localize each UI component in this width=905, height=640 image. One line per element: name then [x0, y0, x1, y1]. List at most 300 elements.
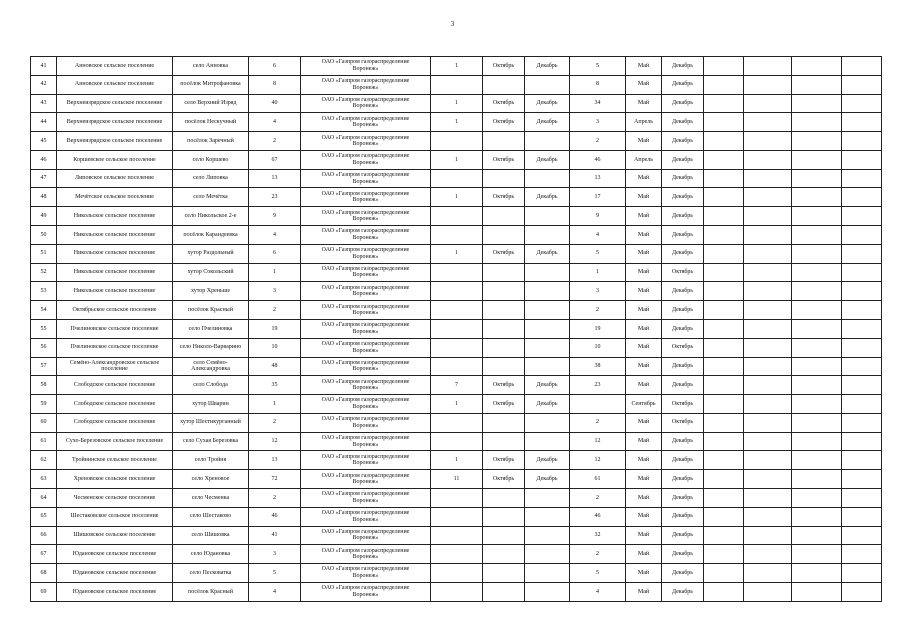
quantity-cell [431, 263, 483, 282]
end-month-cell [525, 432, 570, 451]
count-cell: 4 [249, 113, 301, 132]
end-month-cell: Декабрь [525, 470, 570, 489]
remaining-count-cell: 5 [570, 564, 626, 583]
second-end-month-cell: Декабрь [662, 94, 704, 113]
quantity-cell [431, 488, 483, 507]
second-start-month-cell: Май [626, 413, 662, 432]
empty-cell [744, 301, 792, 320]
quantity-cell [431, 432, 483, 451]
second-start-month-cell: Май [626, 526, 662, 545]
locality-cell: село Верхний Изряд [173, 94, 249, 113]
start-month-cell [483, 319, 525, 338]
empty-cell [704, 188, 744, 207]
quantity-cell: 1 [431, 57, 483, 76]
settlement-cell: Шишовское сельское поселение [57, 526, 173, 545]
end-month-cell [525, 75, 570, 94]
second-start-month-cell: Май [626, 507, 662, 526]
end-month-cell: Декабрь [525, 113, 570, 132]
empty-cell [792, 564, 842, 583]
empty-cell [744, 188, 792, 207]
empty-cell [842, 94, 882, 113]
locality-cell: село Пчелиновка [173, 319, 249, 338]
end-month-cell [525, 132, 570, 151]
organization-line: Воронеж» [352, 328, 379, 335]
start-month-cell [483, 263, 525, 282]
empty-cell [792, 376, 842, 395]
second-start-month-cell: Май [626, 226, 662, 245]
organization-line: ОАО «Газпром газораспределение [321, 172, 410, 179]
empty-cell [744, 113, 792, 132]
organization-line: Воронеж» [352, 554, 379, 561]
organization-line: ОАО «Газпром газораспределение [321, 341, 410, 348]
table-row [31, 301, 882, 320]
settlement-cell: Шестаковское сельское поселение [57, 507, 173, 526]
start-month-cell [483, 526, 525, 545]
empty-cell [792, 207, 842, 226]
second-end-month-cell: Декабрь [662, 507, 704, 526]
table-row [31, 113, 882, 132]
row-number-cell: 55 [31, 319, 57, 338]
locality-cell: село Чесменка [173, 488, 249, 507]
second-start-month-cell: Сентябрь [626, 395, 662, 414]
empty-cell [704, 488, 744, 507]
second-end-month-cell: Декабрь [662, 319, 704, 338]
remaining-count-cell: 2 [570, 545, 626, 564]
second-start-month-cell: Май [626, 376, 662, 395]
settlement-cell: Юдановское сельское поселение [57, 582, 173, 601]
second-start-month-cell: Май [626, 582, 662, 601]
organization-line: Воронеж» [352, 572, 379, 579]
empty-cell [842, 507, 882, 526]
empty-cell [792, 169, 842, 188]
empty-cell [842, 263, 882, 282]
locality-cell: село Сухая Березовка [173, 432, 249, 451]
empty-cell [704, 545, 744, 564]
table-row [31, 432, 882, 451]
organization-line: Воронеж» [352, 103, 379, 110]
count-cell: 46 [249, 507, 301, 526]
row-number-cell: 47 [31, 169, 57, 188]
organization-line: ОАО «Газпром газораспределение [321, 510, 410, 517]
end-month-cell [525, 545, 570, 564]
count-cell: 23 [249, 188, 301, 207]
organization-line: ОАО «Газпром газораспределение [321, 228, 410, 235]
count-cell: 67 [249, 150, 301, 169]
remaining-count-cell: 46 [570, 507, 626, 526]
second-start-month-cell: Май [626, 282, 662, 301]
second-start-month-cell: Май [626, 301, 662, 320]
start-month-cell: Октябрь [483, 244, 525, 263]
empty-cell [704, 244, 744, 263]
empty-cell [792, 526, 842, 545]
locality-cell: село Мечётка [173, 188, 249, 207]
second-start-month-cell: Май [626, 545, 662, 564]
empty-cell [704, 207, 744, 226]
empty-cell [744, 357, 792, 376]
second-end-month-cell: Декабрь [662, 57, 704, 76]
empty-cell [744, 75, 792, 94]
second-end-month-cell: Декабрь [662, 132, 704, 151]
organization-line: Воронеж» [352, 84, 379, 91]
second-start-month-cell: Май [626, 75, 662, 94]
remaining-count-cell: 38 [570, 357, 626, 376]
quantity-cell: 11 [431, 470, 483, 489]
end-month-cell: Декабрь [525, 244, 570, 263]
empty-cell [744, 432, 792, 451]
organization-line: Воронеж» [352, 310, 379, 317]
table-row [31, 582, 882, 601]
settlement-cell: Никольское сельское поселение [57, 282, 173, 301]
empty-cell [744, 226, 792, 245]
organization-line: Воронеж» [352, 347, 379, 354]
table-row [31, 57, 882, 76]
second-end-month-cell: Декабрь [662, 582, 704, 601]
count-cell: 4 [249, 582, 301, 601]
empty-cell [744, 470, 792, 489]
end-month-cell [525, 338, 570, 357]
count-cell: 6 [249, 244, 301, 263]
locality-cell: село Хреновое [173, 470, 249, 489]
empty-cell [842, 301, 882, 320]
end-month-cell [525, 526, 570, 545]
quantity-cell: 1 [431, 188, 483, 207]
organization-cell [301, 282, 431, 301]
remaining-count-cell: 12 [570, 432, 626, 451]
organization-cell [301, 94, 431, 113]
empty-cell [704, 432, 744, 451]
locality-cell: посёлок Красный [173, 582, 249, 601]
count-cell: 2 [249, 488, 301, 507]
organization-line: ОАО «Газпром газораспределение [321, 115, 410, 122]
second-start-month-cell: Май [626, 263, 662, 282]
empty-cell [792, 319, 842, 338]
start-month-cell [483, 357, 525, 376]
count-cell: 3 [249, 545, 301, 564]
quantity-cell [431, 301, 483, 320]
quantity-cell: 1 [431, 94, 483, 113]
organization-cell [301, 526, 431, 545]
row-number-cell: 65 [31, 507, 57, 526]
empty-cell [842, 226, 882, 245]
row-number-cell: 44 [31, 113, 57, 132]
empty-cell [842, 113, 882, 132]
settlement-cell: Липовское сельское поселение [57, 169, 173, 188]
empty-cell [842, 451, 882, 470]
organization-line: Воронеж» [352, 591, 379, 598]
organization-line: ОАО «Газпром газораспределение [321, 378, 410, 385]
row-number-cell: 68 [31, 564, 57, 583]
row-number-cell: 69 [31, 582, 57, 601]
empty-cell [704, 319, 744, 338]
remaining-count-cell: 4 [570, 582, 626, 601]
second-end-month-cell: Декабрь [662, 432, 704, 451]
start-month-cell: Октябрь [483, 376, 525, 395]
empty-cell [842, 188, 882, 207]
quantity-cell: 1 [431, 395, 483, 414]
locality-cell: село Тройня [173, 451, 249, 470]
quantity-cell [431, 132, 483, 151]
locality-cell: село Песковатка [173, 564, 249, 583]
empty-cell [842, 526, 882, 545]
settlement-cell: Семёно-Александровское сельское поселение [57, 357, 173, 376]
remaining-count-cell: 34 [570, 94, 626, 113]
organization-line: ОАО «Газпром газораспределение [321, 416, 410, 423]
row-number-cell: 63 [31, 470, 57, 489]
locality-cell: хутор Сокольский [173, 263, 249, 282]
empty-cell [704, 57, 744, 76]
settlement-cell: Никольское сельское поселение [57, 207, 173, 226]
quantity-cell: 1 [431, 150, 483, 169]
end-month-cell [525, 282, 570, 301]
empty-cell [744, 244, 792, 263]
empty-cell [792, 244, 842, 263]
settlement-cell: Коршевское сельское поселение [57, 150, 173, 169]
quantity-cell [431, 207, 483, 226]
organization-cell [301, 432, 431, 451]
empty-cell [704, 338, 744, 357]
second-end-month-cell: Декабрь [662, 488, 704, 507]
quantity-cell [431, 507, 483, 526]
organization-cell [301, 113, 431, 132]
empty-cell [792, 507, 842, 526]
end-month-cell [525, 226, 570, 245]
empty-cell [704, 282, 744, 301]
second-start-month-cell: Май [626, 57, 662, 76]
end-month-cell: Декабрь [525, 57, 570, 76]
settlement-cell: Хреновское сельское поселение [57, 470, 173, 489]
empty-cell [704, 564, 744, 583]
row-number-cell: 57 [31, 357, 57, 376]
organization-line: ОАО «Газпром газораспределение [321, 153, 410, 160]
page-number: 3 [450, 20, 455, 28]
end-month-cell [525, 169, 570, 188]
settlement-cell: Юдановское сельское поселение [57, 545, 173, 564]
locality-cell: посёлок Митрофановка [173, 75, 249, 94]
start-month-cell: Октябрь [483, 395, 525, 414]
organization-line: Воронеж» [352, 497, 379, 504]
quantity-cell [431, 357, 483, 376]
organization-line: ОАО «Газпром газораспределение [321, 78, 410, 85]
settlement-cell: Пчелиновское сельское поселение [57, 338, 173, 357]
start-month-cell [483, 488, 525, 507]
organization-line: ОАО «Газпром газораспределение [321, 190, 410, 197]
row-number-cell: 54 [31, 301, 57, 320]
organization-line: Воронеж» [352, 122, 379, 129]
second-end-month-cell: Октябрь [662, 395, 704, 414]
organization-cell [301, 413, 431, 432]
empty-cell [792, 57, 842, 76]
start-month-cell [483, 75, 525, 94]
settlement-cell: Никольское сельское поселение [57, 263, 173, 282]
remaining-count-cell: 5 [570, 244, 626, 263]
organization-cell [301, 226, 431, 245]
empty-cell [792, 488, 842, 507]
table-row [31, 263, 882, 282]
settlement-cell: Тройнинское сельское поселение [57, 451, 173, 470]
empty-cell [744, 282, 792, 301]
table-row [31, 376, 882, 395]
table-row [31, 169, 882, 188]
start-month-cell [483, 338, 525, 357]
organization-line: Воронеж» [352, 479, 379, 486]
settlement-cell: Верхнеизрядское сельское поселение [57, 94, 173, 113]
empty-cell [704, 169, 744, 188]
settlement-cell: Никольское сельское поселение [57, 244, 173, 263]
settlement-cell: Пчелиновское сельское поселение [57, 319, 173, 338]
remaining-count-cell: 19 [570, 319, 626, 338]
second-end-month-cell: Декабрь [662, 526, 704, 545]
table-row [31, 357, 882, 376]
locality-cell: село Шестаково [173, 507, 249, 526]
table-row [31, 526, 882, 545]
organization-line: Воронеж» [352, 366, 379, 373]
table-row [31, 188, 882, 207]
empty-cell [704, 94, 744, 113]
organization-line: ОАО «Газпром газораспределение [321, 59, 410, 66]
quantity-cell [431, 169, 483, 188]
empty-cell [842, 395, 882, 414]
empty-cell [792, 226, 842, 245]
second-end-month-cell: Декабрь [662, 226, 704, 245]
empty-cell [744, 132, 792, 151]
organization-cell [301, 395, 431, 414]
empty-cell [842, 376, 882, 395]
row-number-cell: 45 [31, 132, 57, 151]
organization-cell [301, 488, 431, 507]
second-end-month-cell: Октябрь [662, 338, 704, 357]
settlement-cell: Сухо-Березовское сельское поселение [57, 432, 173, 451]
organization-cell [301, 582, 431, 601]
empty-cell [704, 150, 744, 169]
empty-cell [704, 582, 744, 601]
empty-cell [744, 169, 792, 188]
empty-cell [842, 564, 882, 583]
empty-cell [704, 357, 744, 376]
second-end-month-cell: Декабрь [662, 188, 704, 207]
organization-line: Воронеж» [352, 253, 379, 260]
organization-line: Воронеж» [352, 460, 379, 467]
end-month-cell [525, 263, 570, 282]
empty-cell [744, 150, 792, 169]
empty-cell [792, 582, 842, 601]
empty-cell [792, 395, 842, 414]
empty-cell [744, 338, 792, 357]
empty-cell [842, 132, 882, 151]
row-number-cell: 60 [31, 413, 57, 432]
organization-line: Воронеж» [352, 385, 379, 392]
start-month-cell: Октябрь [483, 150, 525, 169]
table-row [31, 150, 882, 169]
row-number-cell: 61 [31, 432, 57, 451]
settlement-cell: Слободское сельское поселение [57, 395, 173, 414]
empty-cell [842, 338, 882, 357]
second-end-month-cell: Октябрь [662, 413, 704, 432]
remaining-count-cell: 3 [570, 282, 626, 301]
quantity-cell [431, 582, 483, 601]
settlement-cell: Мечётское сельское поселение [57, 188, 173, 207]
second-start-month-cell: Май [626, 470, 662, 489]
table-row [31, 282, 882, 301]
empty-cell [704, 75, 744, 94]
empty-cell [792, 545, 842, 564]
remaining-count-cell: 3 [570, 113, 626, 132]
organization-line: Воронеж» [352, 422, 379, 429]
organization-line: Воронеж» [352, 234, 379, 241]
locality-cell: село Юдановка [173, 545, 249, 564]
locality-cell: хутор Раздольный [173, 244, 249, 263]
row-number-cell: 66 [31, 526, 57, 545]
count-cell: 2 [249, 413, 301, 432]
organization-line: ОАО «Газпром газораспределение [321, 134, 410, 141]
table-row [31, 132, 882, 151]
count-cell: 6 [249, 57, 301, 76]
end-month-cell [525, 582, 570, 601]
organization-cell [301, 376, 431, 395]
locality-cell: село Слобода [173, 376, 249, 395]
table-row [31, 319, 882, 338]
second-start-month-cell: Май [626, 207, 662, 226]
empty-cell [792, 150, 842, 169]
second-end-month-cell: Декабрь [662, 169, 704, 188]
count-cell: 1 [249, 263, 301, 282]
start-month-cell: Октябрь [483, 94, 525, 113]
quantity-cell: 1 [431, 451, 483, 470]
start-month-cell: Октябрь [483, 451, 525, 470]
quantity-cell [431, 564, 483, 583]
start-month-cell [483, 564, 525, 583]
start-month-cell [483, 582, 525, 601]
table-row [31, 338, 882, 357]
empty-cell [744, 545, 792, 564]
second-start-month-cell: Апрель [626, 113, 662, 132]
second-start-month-cell: Май [626, 488, 662, 507]
second-end-month-cell: Декабрь [662, 301, 704, 320]
organization-line: Воронеж» [352, 141, 379, 148]
end-month-cell [525, 488, 570, 507]
row-number-cell: 62 [31, 451, 57, 470]
locality-cell: село Коршево [173, 150, 249, 169]
second-end-month-cell: Декабрь [662, 451, 704, 470]
empty-cell [842, 413, 882, 432]
locality-cell: хутор Шестикурганный [173, 413, 249, 432]
row-number-cell: 67 [31, 545, 57, 564]
empty-cell [792, 132, 842, 151]
remaining-count-cell: 9 [570, 207, 626, 226]
empty-cell [744, 94, 792, 113]
empty-cell [704, 376, 744, 395]
empty-cell [792, 282, 842, 301]
second-end-month-cell: Декабрь [662, 207, 704, 226]
organization-line: ОАО «Газпром газораспределение [321, 566, 410, 573]
organization-line: Воронеж» [352, 291, 379, 298]
settlement-cell: Слободское сельское поселение [57, 413, 173, 432]
organization-cell [301, 57, 431, 76]
empty-cell [792, 263, 842, 282]
organization-cell [301, 263, 431, 282]
count-cell: 72 [249, 470, 301, 489]
start-month-cell [483, 207, 525, 226]
empty-cell [792, 113, 842, 132]
empty-cell [744, 376, 792, 395]
organization-cell [301, 357, 431, 376]
end-month-cell [525, 357, 570, 376]
quantity-cell: 7 [431, 376, 483, 395]
empty-cell [744, 582, 792, 601]
empty-cell [704, 113, 744, 132]
settlement-cell: Верхнеизрядское сельское поселение [57, 113, 173, 132]
organization-cell [301, 244, 431, 263]
end-month-cell [525, 319, 570, 338]
